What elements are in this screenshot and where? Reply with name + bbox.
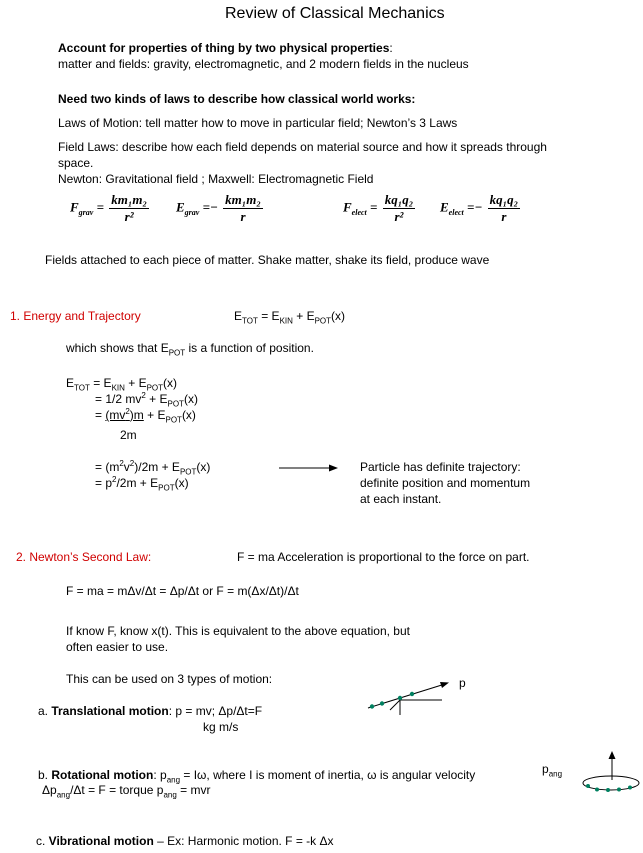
p-symbol: p xyxy=(542,762,549,776)
derivation-line-4 xyxy=(95,459,211,477)
superscript: 2 xyxy=(125,407,130,416)
equals-sign: = xyxy=(202,199,211,215)
field-laws-line2: space. xyxy=(58,156,94,170)
shows-line xyxy=(66,341,314,358)
subscript: KIN xyxy=(111,383,125,393)
eq-sub: TOT xyxy=(242,316,258,326)
elect-numerator: kq₁q₂ xyxy=(384,192,414,207)
text-part: )m xyxy=(129,408,144,422)
derivation-line-2 xyxy=(95,391,198,409)
text-part: (x) xyxy=(174,476,189,490)
item-text: : p = mv; Δp/Δt=F xyxy=(168,704,263,718)
text-part: which shows that E xyxy=(66,341,169,355)
text-part: v xyxy=(123,460,130,474)
rotational-line-2 xyxy=(42,783,211,800)
fma-equation: F = ma = mΔv/Δt = Δp/Δt or F = m(Δx/Δt)/Δt xyxy=(66,584,299,598)
subscript: POT xyxy=(167,399,184,409)
text-part: E xyxy=(66,376,75,390)
e-symbol: E xyxy=(176,199,185,215)
section2-heading: 2. Newton’s Second Law: xyxy=(16,550,152,564)
intro-heading-text: Account for properties of thing by two physical properties xyxy=(58,41,390,55)
intro-line: matter and fields: gravity, electromagnetic, and 2 modern fields in the nucleus xyxy=(58,57,469,71)
eq-part: + E xyxy=(292,309,315,323)
particle-line-3: at each instant. xyxy=(360,492,442,506)
subscript: POT xyxy=(146,383,164,393)
elect-fraction xyxy=(383,192,416,225)
newton-maxwell-line: Newton: Gravitational field ; Maxwell: Electromagnetic Field xyxy=(58,172,374,186)
elect-subscript: elect xyxy=(351,208,367,218)
item-text: : p xyxy=(153,768,167,782)
e-symbol: E xyxy=(440,199,449,215)
derivation-line-3 xyxy=(95,407,196,425)
translational-line xyxy=(38,704,262,718)
text-part: /2m + E xyxy=(116,476,159,490)
e-grav-formula xyxy=(176,192,265,225)
item-title: Rotational motion xyxy=(51,768,154,782)
r-symbol: r xyxy=(501,209,507,224)
equals-sign: = xyxy=(467,199,475,215)
item-text: – Ex: Harmonic motion. F = -k Δx xyxy=(153,834,334,848)
subscript: TOT xyxy=(74,383,90,393)
particle-line-1: Particle has definite trajectory: xyxy=(360,460,521,474)
text-part: = 1/2 mv xyxy=(95,392,142,406)
subscript: POT xyxy=(165,415,182,425)
f-grav-formula xyxy=(70,192,151,225)
item-label: b. xyxy=(38,768,52,782)
item-label: c. xyxy=(36,834,49,848)
item-text: = Iω, where I is moment of inertia, ω is angular velocity xyxy=(180,768,476,782)
field-laws-line1: Field Laws: describe how each field depends on material source and how it spreads through xyxy=(58,140,547,154)
superscript: 2 xyxy=(119,459,124,468)
eq-sub: POT xyxy=(314,316,332,326)
equals-sign: = xyxy=(96,199,105,215)
subscript: ang xyxy=(56,790,71,800)
translational-units: kg m/s xyxy=(203,720,239,734)
text-part: = (m xyxy=(95,460,120,474)
know-line-1: If know F, know x(t). This is equivalent to the above equation, but xyxy=(66,624,410,638)
laws-heading: Need two kinds of laws to describe how classical world works: xyxy=(58,92,416,106)
equals-sign: = xyxy=(370,199,378,215)
f-elect-formula xyxy=(343,192,417,225)
text-part: (mv xyxy=(105,408,126,422)
subscript: ang xyxy=(166,775,181,785)
grav-numerator: km₁m₂ xyxy=(111,192,148,207)
grav-subscript: grav xyxy=(184,208,200,218)
subscript: ang xyxy=(163,790,177,800)
eq-part: (x) xyxy=(331,309,346,323)
intro-heading-colon: : xyxy=(389,41,393,55)
text-part: is a function of position. xyxy=(185,341,314,355)
vibrational-line xyxy=(36,834,334,848)
pot-subscript: POT xyxy=(168,348,186,358)
laws-of-motion: Laws of Motion: tell matter how to move in particular field; Newton’s 3 Laws xyxy=(58,116,458,130)
fma-statement: F = ma Acceleration is proportional to the force on part. xyxy=(237,550,530,564)
text-part: + E xyxy=(143,408,166,422)
derivation-line-5 xyxy=(95,475,189,493)
eq-sub: KIN xyxy=(279,316,293,326)
section1-heading: 1. Energy and Trajectory xyxy=(10,309,141,323)
text-part: = E xyxy=(89,376,112,390)
f-symbol: F xyxy=(343,199,352,215)
intro-heading xyxy=(58,41,393,55)
etot-equation xyxy=(234,309,346,326)
r-squared: r² xyxy=(394,209,404,224)
fields-line: Fields attached to each piece of matter. Shake matter, shake its field, produce wave xyxy=(45,253,490,267)
fraction-numerator xyxy=(105,408,143,422)
r-squared: r² xyxy=(124,209,134,224)
superscript: 2 xyxy=(141,391,146,400)
item-label: a. xyxy=(38,704,52,718)
grav-fraction xyxy=(109,192,149,225)
text-part: (x) xyxy=(196,460,211,474)
page-title: Review of Classical Mechanics xyxy=(225,5,445,22)
eq-part: E xyxy=(234,309,243,323)
elect-energy-fraction xyxy=(488,192,521,225)
grav-numerator: km₁m₂ xyxy=(225,192,261,207)
text-part: + E xyxy=(124,376,147,390)
know-line-2: often easier to use. xyxy=(66,640,169,654)
item-title: Vibrational motion xyxy=(48,834,154,848)
text-part: (x) xyxy=(183,392,198,406)
r-symbol: r xyxy=(240,209,246,224)
elect-subscript: elect xyxy=(448,208,464,218)
superscript: 2 xyxy=(112,475,117,484)
particle-line-2: definite position and momentum xyxy=(360,476,531,490)
e-elect-formula xyxy=(440,192,522,225)
text-part: = p xyxy=(95,476,113,490)
text-part: )/2m + E xyxy=(134,460,180,474)
item-text: = mvr xyxy=(176,783,211,797)
derivation-line-1 xyxy=(66,376,178,393)
types-line: This can be used on 3 types of motion: xyxy=(66,672,273,686)
superscript: 2 xyxy=(129,459,135,468)
elect-numerator: kq₁q₂ xyxy=(489,192,519,207)
minus-sign: − xyxy=(210,199,218,215)
p-ang-label xyxy=(542,762,563,779)
item-text: /Δt = F = torque p xyxy=(70,783,164,797)
text-part: (x) xyxy=(163,376,178,390)
eq-part: = E xyxy=(257,309,280,323)
subscript: POT xyxy=(158,483,175,493)
rotational-motion-diagram xyxy=(580,750,642,796)
minus-sign: − xyxy=(474,199,483,215)
f-symbol: F xyxy=(70,199,79,215)
item-text: Δp xyxy=(42,783,57,797)
right-arrow-icon xyxy=(278,463,340,473)
text-part: = xyxy=(95,408,106,422)
grav-energy-fraction xyxy=(223,192,263,225)
derivation-denominator: 2m xyxy=(120,428,137,442)
grav-subscript: grav xyxy=(78,208,94,218)
p-vector-label: p xyxy=(459,676,466,690)
rotational-line-1 xyxy=(38,768,476,785)
item-title: Translational motion xyxy=(51,704,169,718)
text-part: (x) xyxy=(181,408,196,422)
text-part: + E xyxy=(145,392,168,406)
subscript: POT xyxy=(179,467,197,477)
subscript: ang xyxy=(548,769,563,779)
translational-motion-diagram xyxy=(360,670,465,720)
